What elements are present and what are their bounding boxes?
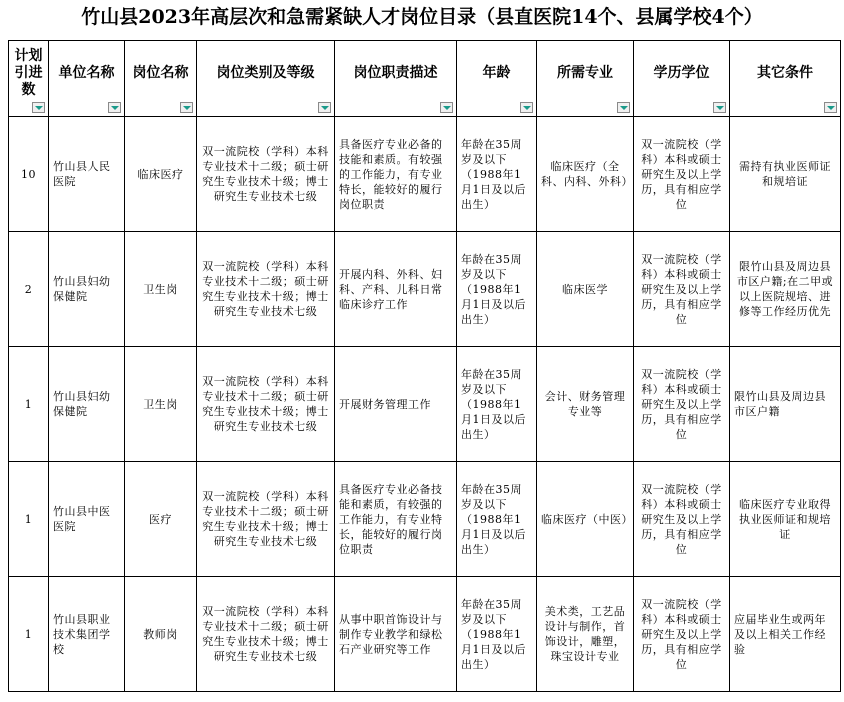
filter-dropdown-icon[interactable] bbox=[180, 102, 193, 113]
header-unit: 单位名称 bbox=[49, 41, 125, 117]
header-degree: 学历学位 bbox=[634, 41, 730, 117]
cell-age: 年龄在35周岁及以下（1988年1月1日及以后出生） bbox=[457, 462, 537, 577]
header-other: 其它条件 bbox=[730, 41, 841, 117]
cell-degree: 双一流院校（学科）本科或硕士研究生及以上学历，具有相应学位 bbox=[634, 232, 730, 347]
table-row bbox=[9, 347, 841, 462]
cell-other: 限竹山县及周边县市区户籍 bbox=[730, 347, 841, 462]
cell-count: 1 bbox=[9, 577, 49, 692]
cell-unit: 竹山县人民医院 bbox=[49, 117, 125, 232]
header-count: 计划引进数 bbox=[9, 41, 49, 117]
cell-other: 应届毕业生或两年及以上相关工作经验 bbox=[730, 577, 841, 692]
cell-count: 1 bbox=[9, 347, 49, 462]
cell-duty: 具备医疗专业必备技能和素质，有较强的工作能力，有专业特长，能较好的履行岗位职责 bbox=[335, 462, 457, 577]
cell-major: 临床医学 bbox=[537, 232, 634, 347]
cell-count: 10 bbox=[9, 117, 49, 232]
cell-post: 医疗 bbox=[125, 462, 197, 577]
cell-post: 教师岗 bbox=[125, 577, 197, 692]
cell-count: 1 bbox=[9, 462, 49, 577]
cell-unit: 竹山县妇幼保健院 bbox=[49, 347, 125, 462]
header-category: 岗位类别及等级 bbox=[197, 41, 335, 117]
cell-other: 限竹山县及周边县市区户籍;在二甲或以上医院规培、进修等工作经历优先 bbox=[730, 232, 841, 347]
cell-unit: 竹山县妇幼保健院 bbox=[49, 232, 125, 347]
cell-duty: 具备医疗专业必备的技能和素质。有较强的工作能力，有专业特长，能较好的履行岗位职责 bbox=[335, 117, 457, 232]
cell-unit: 竹山县中医医院 bbox=[49, 462, 125, 577]
cell-major: 会计、财务管理专业等 bbox=[537, 347, 634, 462]
filter-dropdown-icon[interactable] bbox=[32, 102, 45, 113]
header-duty: 岗位职责描述 bbox=[335, 41, 457, 117]
filter-dropdown-icon[interactable] bbox=[824, 102, 837, 113]
cell-major: 临床医疗（中医） bbox=[537, 462, 634, 577]
filter-dropdown-icon[interactable] bbox=[520, 102, 533, 113]
filter-dropdown-icon[interactable] bbox=[617, 102, 630, 113]
cell-category: 双一流院校（学科）本科专业技术十二级；硕士研究生专业技术十级；博士研究生专业技术七级 bbox=[197, 462, 335, 577]
cell-duty: 开展内科、外科、妇科、产科、儿科日常临床诊疗工作 bbox=[335, 232, 457, 347]
header-post: 岗位名称 bbox=[125, 41, 197, 117]
table-row bbox=[9, 232, 841, 347]
cell-major: 美术类，工艺品设计与制作，首饰设计，雕塑，珠宝设计专业 bbox=[537, 577, 634, 692]
header-row bbox=[9, 41, 841, 117]
cell-age: 年龄在35周岁及以下（1988年1月1日及以后出生） bbox=[457, 232, 537, 347]
cell-degree: 双一流院校（学科）本科或硕士研究生及以上学历，具有相应学位 bbox=[634, 577, 730, 692]
cell-duty: 从事中职首饰设计与制作专业教学和绿松石产业研究等工作 bbox=[335, 577, 457, 692]
cell-age: 年龄在35周岁及以下（1988年1月1日及以后出生） bbox=[457, 347, 537, 462]
header-age: 年龄 bbox=[457, 41, 537, 117]
cell-post: 卫生岗 bbox=[125, 232, 197, 347]
positions-table bbox=[8, 40, 841, 692]
filter-dropdown-icon[interactable] bbox=[440, 102, 453, 113]
document-title: 竹山县2023年高层次和急需紧缺人才岗位目录（县直医院14个、县属学校4个） bbox=[81, 6, 763, 28]
cell-post: 临床医疗 bbox=[125, 117, 197, 232]
cell-degree: 双一流院校（学科）本科或硕士研究生及以上学历，具有相应学位 bbox=[634, 347, 730, 462]
cell-degree: 双一流院校（学科）本科或硕士研究生及以上学历，具有相应学位 bbox=[634, 117, 730, 232]
cell-major: 临床医疗（全科、内科、外科） bbox=[537, 117, 634, 232]
cell-category: 双一流院校（学科）本科专业技术十二级；硕士研究生专业技术十级；博士研究生专业技术七级 bbox=[197, 577, 335, 692]
table-row bbox=[9, 117, 841, 232]
cell-age: 年龄在35周岁及以下（1988年1月1日及以后出生） bbox=[457, 117, 537, 232]
cell-category: 双一流院校（学科）本科专业技术十二级；硕士研究生专业技术十级；博士研究生专业技术七级 bbox=[197, 232, 335, 347]
cell-count: 2 bbox=[9, 232, 49, 347]
cell-unit: 竹山县职业技术集团学校 bbox=[49, 577, 125, 692]
filter-dropdown-icon[interactable] bbox=[318, 102, 331, 113]
filter-dropdown-icon[interactable] bbox=[713, 102, 726, 113]
cell-category: 双一流院校（学科）本科专业技术十二级；硕士研究生专业技术十级；博士研究生专业技术七级 bbox=[197, 347, 335, 462]
cell-post: 卫生岗 bbox=[125, 347, 197, 462]
cell-degree: 双一流院校（学科）本科或硕士研究生及以上学历，具有相应学位 bbox=[634, 462, 730, 577]
cell-duty: 开展财务管理工作 bbox=[335, 347, 457, 462]
filter-dropdown-icon[interactable] bbox=[108, 102, 121, 113]
table-row bbox=[9, 462, 841, 577]
cell-age: 年龄在35周岁及以下（1988年1月1日及以后出生） bbox=[457, 577, 537, 692]
cell-other: 临床医疗专业取得执业医师证和规培证 bbox=[730, 462, 841, 577]
cell-category: 双一流院校（学科）本科专业技术十二级；硕士研究生专业技术十级；博士研究生专业技术七级 bbox=[197, 117, 335, 232]
table-row bbox=[9, 577, 841, 692]
cell-other: 需持有执业医师证和规培证 bbox=[730, 117, 841, 232]
header-major: 所需专业 bbox=[537, 41, 634, 117]
